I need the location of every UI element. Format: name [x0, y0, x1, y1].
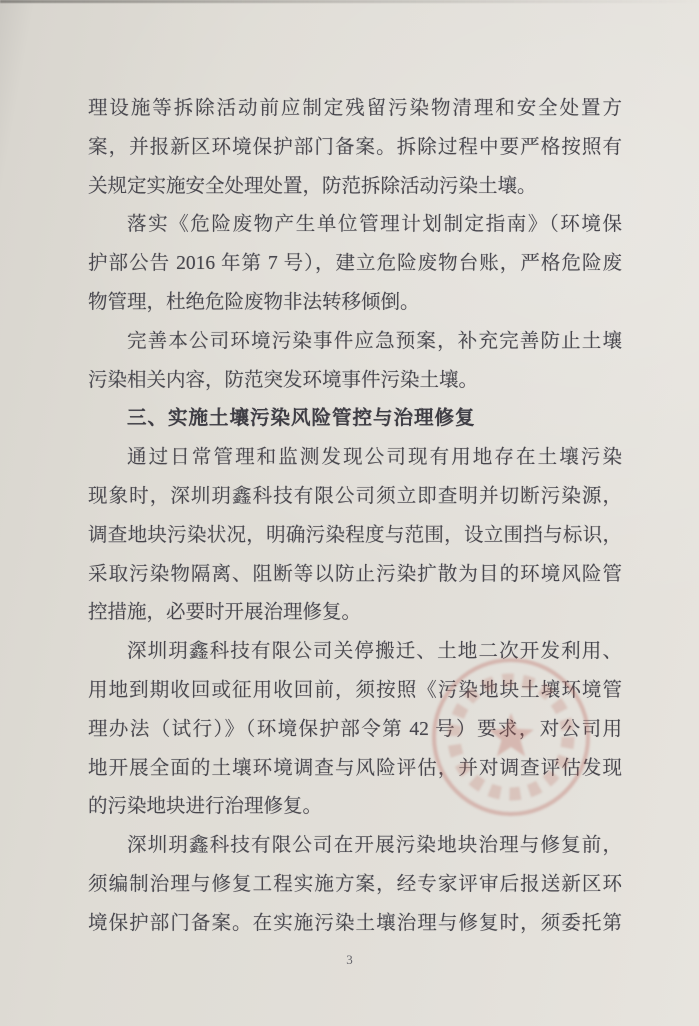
paragraph: [88, 323, 622, 401]
body-line: 须编制治理与修复工程实施方案，经专家评审后报送新区环: [88, 873, 622, 895]
body-line: 深圳玥鑫科技有限公司关停搬迁、土地二次开发利用、: [127, 641, 622, 663]
body-line: 落实《危险废物产生单位管理计划制定指南》（环境保: [127, 214, 622, 236]
document-body: [88, 90, 622, 944]
body-line: 控措施，必要时开展治理修复。: [88, 602, 362, 624]
body-line: 采取污染物隔离、阻断等以防止污染扩散为目的环境风险管: [88, 563, 622, 585]
paragraph: [88, 206, 622, 322]
body-line: 的污染地块进行治理修复。: [88, 796, 323, 818]
scan-top-edge-shadow: [0, 0, 699, 3]
paragraph: [88, 827, 622, 943]
body-line: 污染相关内容，防范突发环境事件污染土壤。: [88, 369, 479, 391]
body-line: 护部公告 2016 年第 7 号），建立危险废物台账，严格危险废: [88, 253, 622, 275]
paragraph: [88, 633, 622, 827]
body-line: 理办法（试行）》（环境保护部令第 42 号）要求，对公司用: [88, 718, 622, 740]
body-line: 现象时，深圳玥鑫科技有限公司须立即查明并切断污染源，: [88, 485, 622, 507]
body-line: 境保护部门备案。在实施污染土壤治理与修复时，须委托第: [88, 912, 622, 934]
body-line: 深圳玥鑫科技有限公司在开展污染地块治理与修复前，: [127, 835, 622, 857]
body-line: 理设施等拆除活动前应制定残留污染物清理和安全处置方: [88, 98, 622, 119]
body-line: 案，并报新区环境保护部门备案。拆除过程中要严格按照有: [88, 136, 622, 158]
body-line: 地开展全面的土壤环境调查与风险评估，并对调查评估发现: [88, 757, 622, 779]
body-line: 调查地块污染状况，明确污染程度与范围，设立围挡与标识，: [88, 524, 622, 546]
body-line: 物管理，杜绝危险废物非法转移倾倒。: [88, 291, 420, 313]
body-line: 关规定实施安全处理处置，防范拆除活动污染土壤。: [88, 175, 537, 197]
body-line: 完善本公司环境污染事件应急预案，补充完善防止土壤: [127, 330, 622, 352]
paragraph: [88, 90, 622, 206]
section: [88, 400, 622, 439]
body-line: 通过日常管理和监测发现公司现有用地存在土壤污染: [127, 447, 622, 469]
paragraph: [88, 439, 622, 633]
page-number: 3: [346, 952, 353, 967]
section-heading: 三、实施土壤污染风险管控与治理修复: [127, 408, 476, 430]
body-line: 用地到期收回或征用收回前，须按照《污染地块土壤环境管: [88, 679, 622, 701]
